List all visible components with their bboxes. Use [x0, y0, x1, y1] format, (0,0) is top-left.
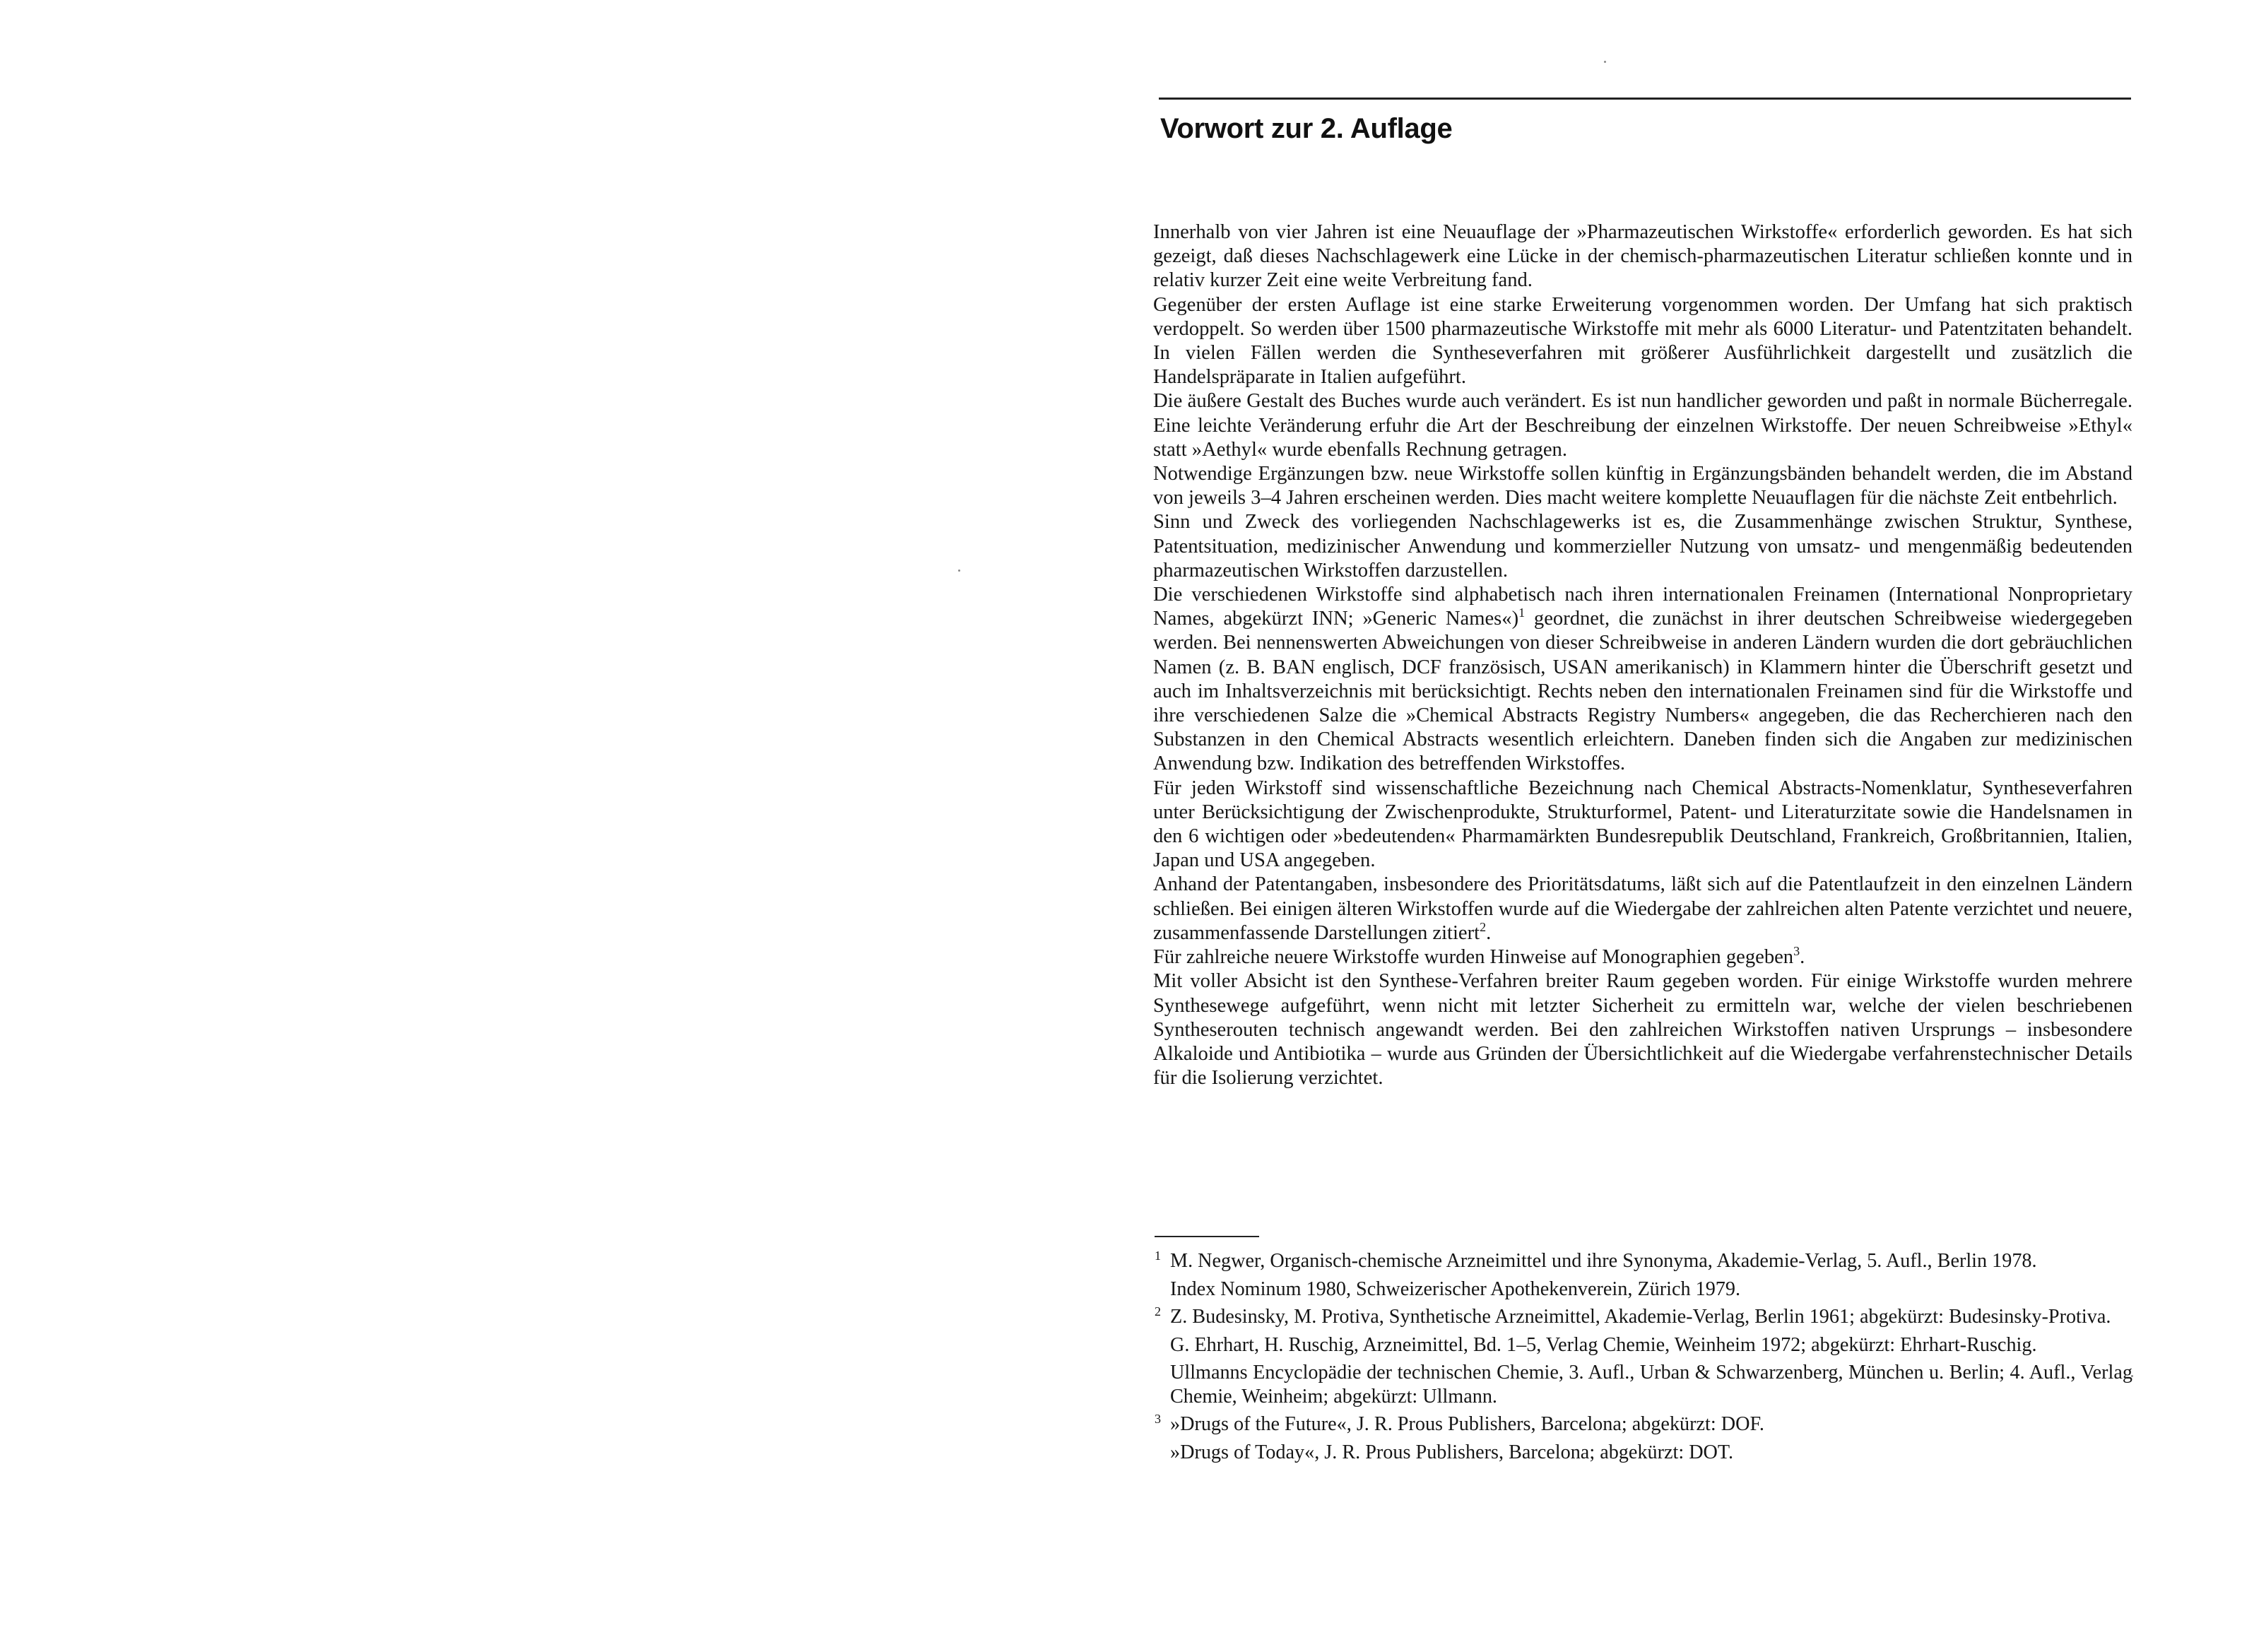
- header-rule: [1159, 98, 2131, 100]
- footnote-entry: »Drugs of Today«, J. R. Prous Publishers, Barcelona; abgekürzt: DOT.: [1170, 1441, 1734, 1463]
- footnote-entry: Index Nominum 1980, Schweizerischer Apothekenverein, Zürich 1979.: [1170, 1278, 1741, 1300]
- paragraph-text: .: [1800, 946, 1805, 969]
- paragraph-text: .: [1486, 921, 1492, 944]
- paragraph: [1153, 945, 2132, 969]
- footnote-number: 3: [1155, 1412, 1161, 1426]
- footnote: [1155, 1412, 2132, 1464]
- paragraph: Für jeden Wirkstoff sind wissenschaftliche Bezeichnung nach Chemical Abstracts-Nomenklatur, Syntheseverfahren unter Berücksichtigung der Zwischenprodukte, Strukturformel, Patent- und Literaturzitate sowie die Handelsnamen in den 6 wichtigen oder »bedeutenden« Pharmamärkten Bundesrepublik Deutschland, Frankreich, Großbritannien, Italien, Japan und USA angegeben.: [1153, 777, 2132, 872]
- footnote-entry: G. Ehrhart, H. Ruschig, Arzneimittel, Bd. 1–5, Verlag Chemie, Weinheim 1972; abgekürzt: Ehrhart-Ruschig.: [1170, 1333, 2037, 1356]
- footnote-ref: 3: [1793, 944, 1800, 959]
- footnote: [1155, 1249, 2132, 1301]
- paragraph: [1153, 583, 2132, 777]
- paragraph-text: geordnet, die zunächst in ihrer deutschen Schreibweise wiedergegeben werden. Bei nennenswerten Abweichungen von dieser Schreibweise in anderen Ländern wurden die dort gebräuchlichen Namen (z. B. BAN englisch, DCF französisch, USAN amerikanisch) in Klammern hinter die Überschrift gesetzt und auch im Inhaltsverzeichnis mit berücksichtigt. Rechts neben den internationalen Freinamen sind für die Wirkstoffe und ihre verschiedenen Salze die »Chemical Abstracts Registry Numbers« angegeben, die das Recherchieren nach den Substanzen in den Chemical Abstracts wesentlich erleichtern. Daneben finden sich die Angaben zur medizinischen Anwendung bzw. Indikation des betreffenden Wirkstoffes.: [1153, 608, 2132, 775]
- paragraph-text: Die verschiedenen Wirkstoffe sind alphabetisch nach ihren internationalen Freinamen (International Nonproprietary Names, abgekürzt INN; »Generic Names«): [1153, 584, 2132, 630]
- scan-speck: [958, 570, 960, 572]
- paragraph: Innerhalb von vier Jahren ist eine Neuauflage der »Pharmazeutischen Wirkstoffe« erforderlich geworden. Es hat sich gezeigt, daß dieses Nachschlagewerk eine Lücke in der chemisch-pharmazeutischen Literatur schließen konnte und in relativ kurzer Zeit eine weite Verbreitung fand.: [1153, 221, 2132, 292]
- page-title: Vorwort zur 2. Auflage: [1160, 113, 1453, 144]
- footnote-number: 2: [1155, 1304, 1161, 1318]
- footnote-separator: [1155, 1236, 1259, 1237]
- footnote-entry: Ullmanns Encyclopädie der technischen Chemie, 3. Aufl., Urban & Schwarzenberg, München u. Berlin; 4. Aufl., Verlag Chemie, Weinheim; abgekürzt: Ullmann.: [1170, 1362, 2132, 1408]
- preface-body: [1153, 220, 2132, 1090]
- paragraph-text: Anhand der Patentangaben, insbesondere des Prioritätsdatums, läßt sich auf die Patentlaufzeit in den einzelnen Ländern schließen. Bei einigen älteren Wirkstoffen wurde auf die Wiedergabe der zahlreichen alten Patente verzichtet und neuere, zusammenfassende Darstellungen zitiert: [1153, 873, 2132, 944]
- paragraph: [1153, 873, 2132, 945]
- footnote-entry: Z. Budesinsky, M. Protiva, Synthetische Arzneimittel, Akademie-Verlag, Berlin 1961; abgekürzt: Budesinsky-Protiva.: [1170, 1306, 2111, 1328]
- footnote-entry: »Drugs of the Future«, J. R. Prous Publishers, Barcelona; abgekürzt: DOF.: [1170, 1413, 1764, 1435]
- footnote: [1155, 1305, 2132, 1408]
- paragraph: Notwendige Ergänzungen bzw. neue Wirkstoffe sollen künftig in Ergänzungsbänden behandelt werden, die im Abstand von jeweils 3–4 Jahren erscheinen werden. Dies macht weitere komplette Neuauflagen für die nächste Zeit entbehrlich.: [1153, 463, 2132, 509]
- footnote-entry: M. Negwer, Organisch-chemische Arzneimittel und ihre Synonyma, Akademie-Verlag, 5. Aufl., Berlin 1978.: [1170, 1250, 2037, 1272]
- paragraph: Die äußere Gestalt des Buches wurde auch verändert. Es ist nun handlicher geworden und paßt in normale Bücherregale. Eine leichte Veränderung erfuhr die Art der Beschreibung der einzelnen Wirkstoffe. Der neuen Schreibweise »Ethyl« statt »Aethyl« wurde ebenfalls Rechnung getragen.: [1153, 390, 2132, 461]
- footnote-ref: 2: [1480, 919, 1487, 934]
- footnote-number: 1: [1155, 1249, 1161, 1263]
- right-page: [1145, 0, 2134, 1652]
- paragraph-text: Für zahlreiche neuere Wirkstoffe wurden Hinweise auf Monographien gegeben: [1153, 946, 1794, 969]
- paragraph: Mit voller Absicht ist den Synthese-Verfahren breiter Raum gegeben worden. Für einige Wirkstoffe wurden mehrere Synthesewege aufgeführt, wenn nicht mit letzter Sicherheit zu ermitteln war, welche der vielen beschriebenen Syntheserouten technisch angewandt werden. Bei den zahlreichen Wirkstoffen nativen Ursprungs – insbesondere Alkaloide und Antibiotika – wurde aus Gründen der Übersichtlichkeit auf die Wiedergabe verfahrenstechnischer Details für die Isolierung verzichtet.: [1153, 970, 2132, 1090]
- footnotes: [1155, 1249, 2132, 1468]
- scan-speck: [1604, 61, 1606, 63]
- footnote-ref: 1: [1518, 606, 1526, 620]
- paragraph: Gegenüber der ersten Auflage ist eine starke Erweiterung vorgenommen worden. Der Umfang hat sich praktisch verdoppelt. So werden über 1500 pharmazeutische Wirkstoffe mit mehr als 6000 Literatur- und Patentzitaten behandelt. In vielen Fällen werden die Syntheseverfahren mit größerer Ausführlichkeit dargestellt und zusätzlich die Handelspräparate in Italien aufgeführt.: [1153, 293, 2132, 389]
- paragraph: Sinn und Zweck des vorliegenden Nachschlagewerks ist es, die Zusammenhänge zwischen Struktur, Synthese, Patentsituation, medizinischer Anwendung und kommerzieller Nutzung von umsatz- und mengenmäßig bedeutenden pharmazeutischen Wirkstoffen darzustellen.: [1153, 511, 2132, 582]
